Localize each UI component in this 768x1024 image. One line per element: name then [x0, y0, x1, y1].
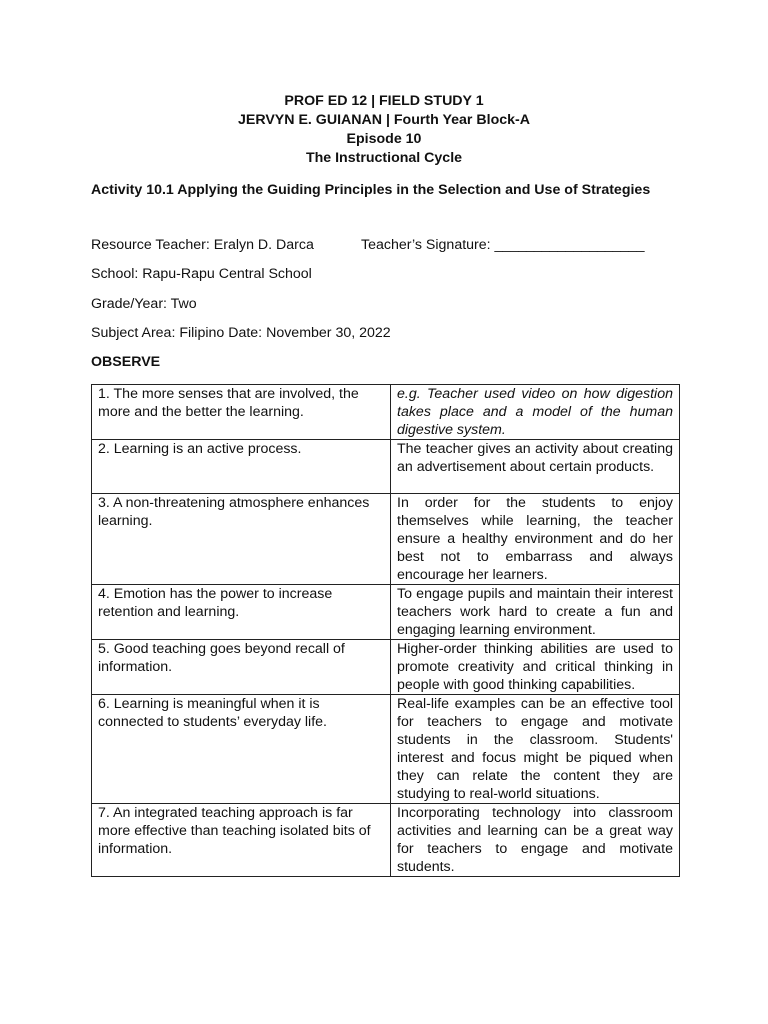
principle-cell: 5. Good teaching goes beyond recall of information.	[92, 640, 391, 695]
observation-cell: Higher-order thinking abilities are used to promote creativity and critical thinking in people with good thinking capabilities.	[391, 640, 680, 695]
observation-table	[91, 384, 680, 877]
principle-cell: 2. Learning is an active process.	[92, 440, 391, 494]
student-name: JERVYN E. GUIANAN | Fourth Year Block-A	[238, 112, 530, 128]
table-row	[92, 585, 680, 640]
episode-title: The Instructional Cycle	[305, 150, 463, 166]
episode-number: Episode 10	[346, 131, 422, 147]
principle-cell: 6. Learning is meaningful when it is connected to students’ everyday life.	[92, 695, 391, 804]
principle-cell: 1. The more senses that are involved, the more and the better the learning.	[92, 385, 391, 440]
observation-cell: In order for the students to enjoy themselves while learning, the teacher ensure a healthy environment and do her best not to embarrass and always encourage her learners.	[391, 494, 680, 585]
school-name: School: Rapu-Rapu Central School	[91, 266, 312, 282]
table-row	[92, 440, 680, 494]
observation-cell: Incorporating technology into classroom activities and learning can be a great way for teachers to engage and motivate students.	[391, 804, 680, 877]
subject-date: Subject Area: Filipino Date: November 30, 2022	[91, 325, 391, 341]
principle-cell: 4. Emotion has the power to increase retention and learning.	[92, 585, 391, 640]
observation-cell: The teacher gives an activity about creating an advertisement about certain products.	[391, 440, 680, 494]
observe-heading: OBSERVE	[91, 354, 161, 370]
teacher-signature: Teacher’s Signature: ___________________	[361, 237, 645, 253]
principle-cell: 3. A non-threatening atmosphere enhances learning.	[92, 494, 391, 585]
table-row	[92, 804, 680, 877]
observation-cell: Real-life examples can be an effective tool for teachers to engage and motivate students in the classroom. Students' interest and focus might be piqued when they can relate the content they are studying to real-world situations.	[391, 695, 680, 804]
table-row	[92, 494, 680, 585]
table-row	[92, 385, 680, 440]
grade-year: Grade/Year: Two	[91, 296, 197, 312]
activity-title: Activity 10.1 Applying the Guiding Principles in the Selection and Use of Strategies	[91, 182, 651, 198]
resource-teacher: Resource Teacher: Eralyn D. Darca	[91, 237, 314, 253]
observation-cell: To engage pupils and maintain their interest teachers work hard to create a fun and engaging learning environment.	[391, 585, 680, 640]
principle-cell: 7. An integrated teaching approach is far more effective than teaching isolated bits of information.	[92, 804, 391, 877]
observation-cell: e.g. Teacher used video on how digestion takes place and a model of the human digestive system.	[391, 385, 680, 440]
table-row	[92, 640, 680, 695]
course-title: PROF ED 12 | FIELD STUDY 1	[284, 93, 484, 109]
document-header	[0, 92, 768, 168]
table-row	[92, 695, 680, 804]
